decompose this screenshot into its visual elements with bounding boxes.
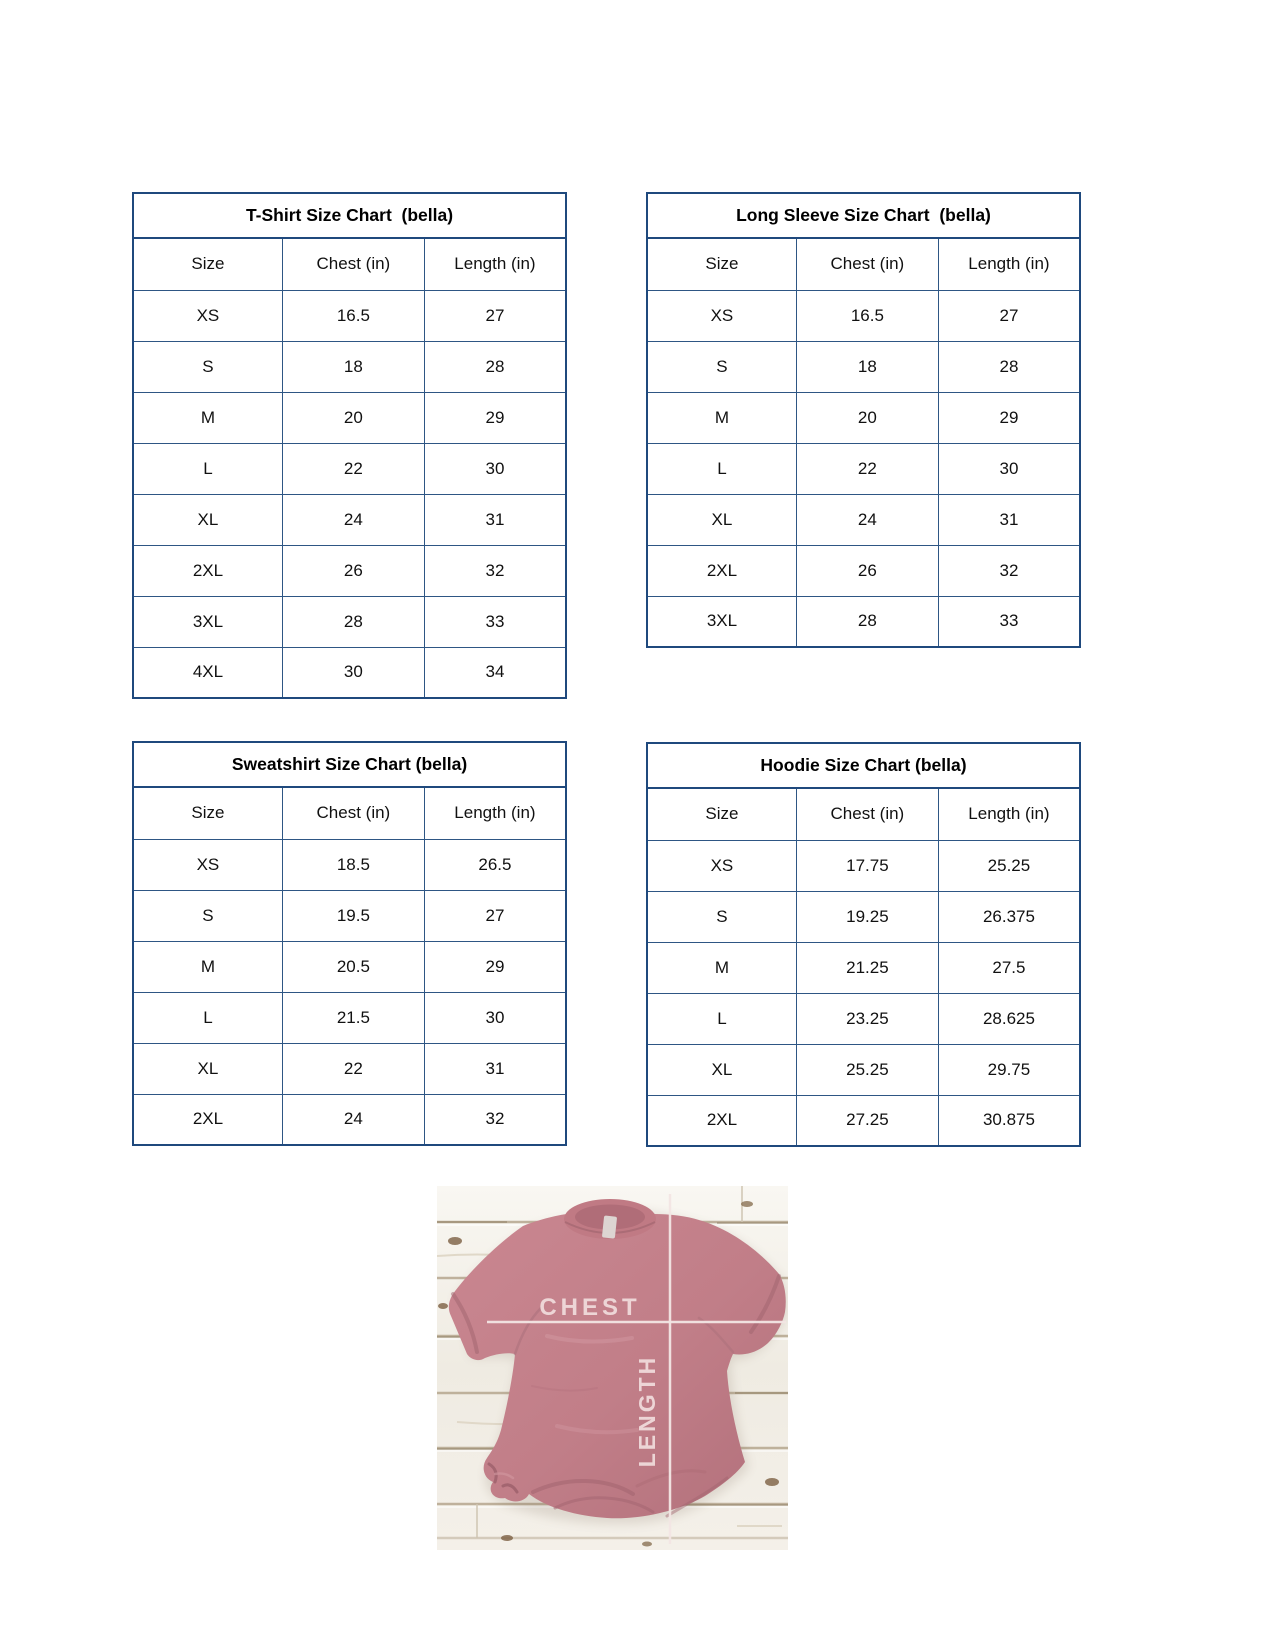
table-row [133,1094,566,1145]
chest-cell: 28 [796,596,938,647]
size-cell: 3XL [133,596,282,647]
size-cell: XS [133,290,282,341]
table-row [647,596,1080,647]
chest-cell: 19.25 [796,891,938,942]
column-header: Chest (in) [282,238,424,290]
length-cell: 30 [424,992,566,1043]
length-cell: 30.875 [938,1095,1080,1146]
table-row [647,891,1080,942]
tshirt-measurement-photo [437,1186,788,1550]
table-title-row [133,193,566,238]
length-cell: 32 [424,545,566,596]
table-header-row [647,788,1080,840]
size-cell: S [133,341,282,392]
table-row [647,942,1080,993]
neck-label [602,1215,617,1238]
table-row [133,647,566,698]
chest-cell: 24 [282,494,424,545]
chest-cell: 19.5 [282,890,424,941]
table-row [133,890,566,941]
table-title: Sweatshirt Size Chart (bella) [133,742,566,787]
table-row [133,290,566,341]
length-cell: 25.25 [938,840,1080,891]
measurement-photo-graphic [437,1186,788,1550]
column-header: Length (in) [424,238,566,290]
table-row [647,341,1080,392]
size-cell: XL [133,494,282,545]
table-row [647,840,1080,891]
table-row [133,596,566,647]
chest-cell: 18 [282,341,424,392]
size-cell: 2XL [647,545,796,596]
length-cell: 27 [938,290,1080,341]
tshirt-size-table [132,192,567,699]
size-cell: XS [647,840,796,891]
chest-cell: 24 [282,1094,424,1145]
table-row [647,993,1080,1044]
column-header: Chest (in) [796,238,938,290]
length-label: LENGTH [634,1354,660,1468]
column-header: Length (in) [938,238,1080,290]
length-cell: 28 [424,341,566,392]
table-row [133,392,566,443]
size-cell: XL [133,1043,282,1094]
table-row [133,941,566,992]
length-cell: 29 [424,941,566,992]
table-title: Long Sleeve Size Chart (bella) [647,193,1080,238]
length-cell: 28 [938,341,1080,392]
size-cell: XS [133,839,282,890]
chest-cell: 22 [282,443,424,494]
table-row [133,1043,566,1094]
table-row [647,443,1080,494]
longsleeve-table [646,192,1081,648]
size-cell: XL [647,1044,796,1095]
length-cell: 29.75 [938,1044,1080,1095]
chest-cell: 21.25 [796,942,938,993]
size-cell: XS [647,290,796,341]
table-title-row [647,193,1080,238]
table-row [647,290,1080,341]
chest-cell: 21.5 [282,992,424,1043]
chest-cell: 23.25 [796,993,938,1044]
chest-cell: 26 [796,545,938,596]
size-cell: M [133,392,282,443]
length-cell: 32 [938,545,1080,596]
table-row [133,839,566,890]
chest-cell: 18 [796,341,938,392]
column-header: Chest (in) [796,788,938,840]
table-row [647,494,1080,545]
column-header: Size [647,238,796,290]
size-cell: 2XL [133,545,282,596]
chest-cell: 20 [282,392,424,443]
chest-cell: 25.25 [796,1044,938,1095]
table-header-row [133,787,566,839]
size-cell: L [647,993,796,1044]
chest-cell: 20.5 [282,941,424,992]
table-row [133,341,566,392]
length-cell: 26.5 [424,839,566,890]
size-cell: L [133,992,282,1043]
column-header: Chest (in) [282,787,424,839]
table-row [133,494,566,545]
length-cell: 34 [424,647,566,698]
chest-cell: 22 [796,443,938,494]
table-row [133,443,566,494]
table-row [647,1044,1080,1095]
hoodie-size-table [646,742,1081,1147]
size-cell: 4XL [133,647,282,698]
size-cell: S [647,341,796,392]
length-cell: 26.375 [938,891,1080,942]
length-cell: 30 [424,443,566,494]
column-header: Size [647,788,796,840]
chest-cell: 28 [282,596,424,647]
size-cell: L [647,443,796,494]
table-title-row [133,742,566,787]
length-cell: 30 [938,443,1080,494]
chest-cell: 16.5 [282,290,424,341]
column-header: Size [133,238,282,290]
chest-cell: 16.5 [796,290,938,341]
length-cell: 31 [938,494,1080,545]
table-row [133,992,566,1043]
size-cell: M [647,392,796,443]
table-header-row [133,238,566,290]
length-cell: 27.5 [938,942,1080,993]
length-cell: 29 [424,392,566,443]
sweatshirt-size-table [132,741,567,1146]
size-cell: M [647,942,796,993]
table-header-row [647,238,1080,290]
size-cell: M [133,941,282,992]
sweatshirt-table [132,741,567,1146]
chest-cell: 18.5 [282,839,424,890]
size-cell: XL [647,494,796,545]
table-row [647,545,1080,596]
length-cell: 31 [424,1043,566,1094]
chest-cell: 17.75 [796,840,938,891]
length-cell: 27 [424,290,566,341]
table-title: Hoodie Size Chart (bella) [647,743,1080,788]
table-row [647,1095,1080,1146]
size-cell: 2XL [647,1095,796,1146]
length-cell: 33 [424,596,566,647]
chest-cell: 26 [282,545,424,596]
chest-label: CHEST [539,1294,641,1321]
chest-cell: 20 [796,392,938,443]
column-header: Length (in) [424,787,566,839]
size-cell: S [133,890,282,941]
length-cell: 31 [424,494,566,545]
size-cell: L [133,443,282,494]
hoodie-table [646,742,1081,1147]
column-header: Size [133,787,282,839]
tshirt-table [132,192,567,699]
table-row [647,392,1080,443]
chest-cell: 24 [796,494,938,545]
chest-cell: 22 [282,1043,424,1094]
column-header: Length (in) [938,788,1080,840]
length-cell: 27 [424,890,566,941]
length-cell: 33 [938,596,1080,647]
table-row [133,545,566,596]
size-cell: 2XL [133,1094,282,1145]
chest-cell: 27.25 [796,1095,938,1146]
table-title: T-Shirt Size Chart (bella) [133,193,566,238]
table-title-row [647,743,1080,788]
collar [564,1199,656,1239]
chest-cell: 30 [282,647,424,698]
length-cell: 29 [938,392,1080,443]
size-cell: 3XL [647,596,796,647]
length-cell: 32 [424,1094,566,1145]
size-cell: S [647,891,796,942]
length-cell: 28.625 [938,993,1080,1044]
longsleeve-size-table [646,192,1081,648]
